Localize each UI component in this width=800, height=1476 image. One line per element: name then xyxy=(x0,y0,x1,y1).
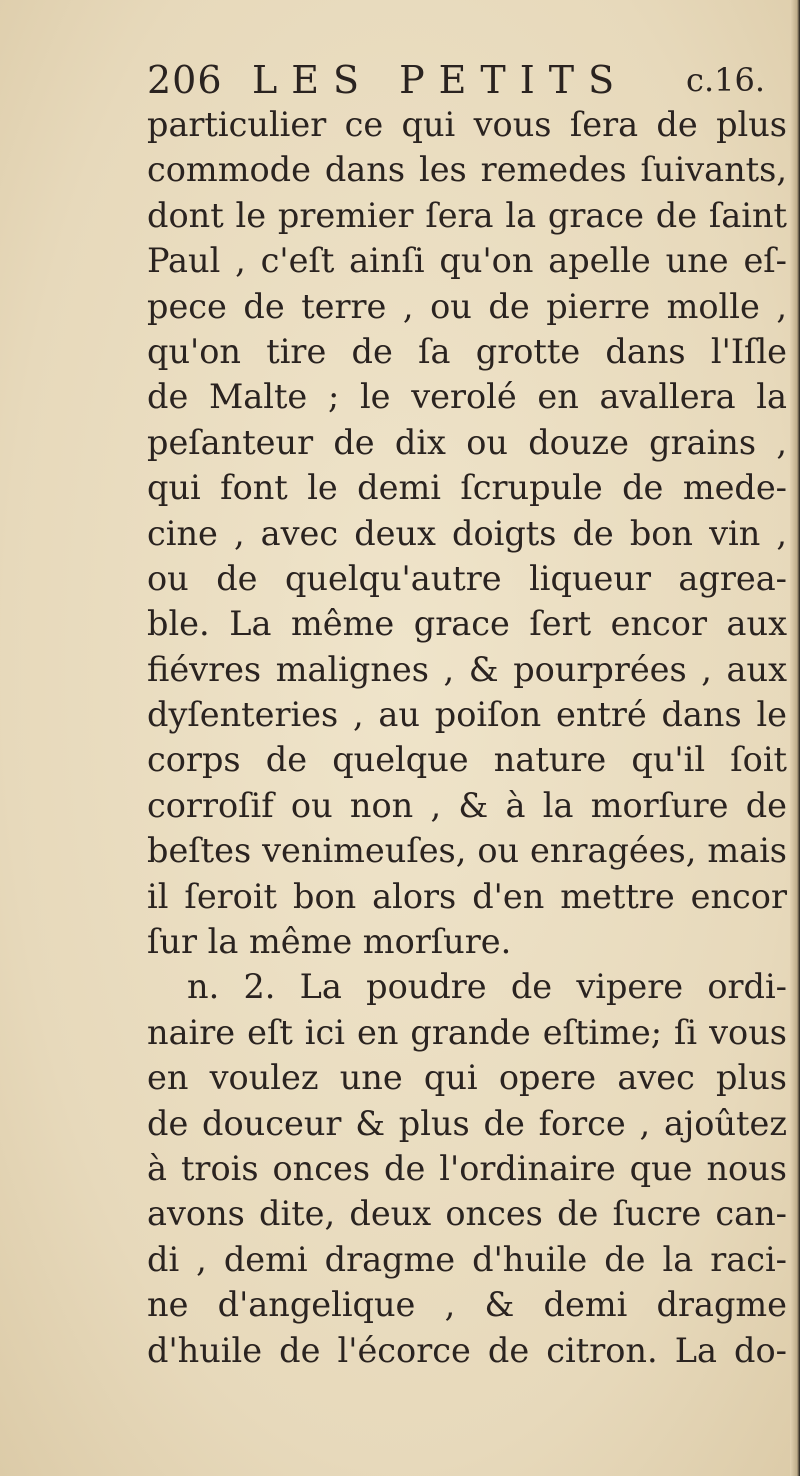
text-line: peſanteur de dix ou douze grains , xyxy=(147,422,787,462)
text-line: d'huile de l'écorce de citron. La do- xyxy=(147,1330,787,1370)
text-line: ou de quelqu'autre liqueur agrea- xyxy=(147,558,787,598)
text-line: à trois onces de l'ordinaire que nous xyxy=(147,1148,787,1188)
text-line: ne d'angelique , & demi dragme xyxy=(147,1285,787,1325)
text-line: qui font le demi ſcrupule de mede- xyxy=(147,468,787,508)
text-line: dyſenteries , au poiſon entré dans le xyxy=(147,695,787,735)
body-text xyxy=(147,102,787,1373)
text-line: il ſeroit bon alors d'en mettre encor xyxy=(147,876,787,916)
text-line: ſur la même morſure. xyxy=(147,922,512,962)
text-line: di , demi dragme d'huile de la raci- xyxy=(147,1239,787,1279)
page-header xyxy=(147,58,777,102)
running-title: LES PETITS xyxy=(252,58,629,102)
text-line: n. 2. La poudre de vipere ordi- xyxy=(187,967,787,1007)
chapter-marker: c.16. xyxy=(686,61,765,99)
text-line: en voulez une qui opere avec plus xyxy=(147,1058,787,1098)
page-edge xyxy=(790,0,800,1476)
text-line: qu'on tire de ſa grotte dans l'Iſle xyxy=(147,331,787,371)
text-line: ble. La même grace ſert encor aux xyxy=(147,604,787,644)
text-line: pece de terre , ou de pierre molle , xyxy=(147,286,787,326)
text-line: corps de quelque nature qu'il ſoit xyxy=(147,740,787,780)
text-line: de douceur & plus de force , ajoûtez xyxy=(147,1103,787,1143)
text-line: beſtes venimeuſes, ou enragées, mais xyxy=(147,831,787,871)
text-line: particulier ce qui vous ſera de plus xyxy=(147,105,787,144)
text-line: commode dans les remedes ſuivants, xyxy=(147,150,787,190)
text-line: Paul , c'eſt ainſi qu'on apelle une eſ- xyxy=(147,241,787,281)
text-line: fiévres malignes , & pourprées , aux xyxy=(147,649,787,689)
page-number: 206 xyxy=(147,58,223,102)
text-line: corroſif ou non , & à la morſure de xyxy=(147,785,787,825)
text-line: cine , avec deux doigts de bon vin , xyxy=(147,513,787,553)
text-line: avons dite, deux onces de ſucre can- xyxy=(147,1194,787,1234)
text-line: de Malte ; le verolé en avallera la xyxy=(147,377,787,417)
text-line: naire eſt ici en grande eſtime; ſi vous xyxy=(147,1012,787,1052)
text-line: dont le premier ſera la grace de ſaint xyxy=(147,195,787,235)
